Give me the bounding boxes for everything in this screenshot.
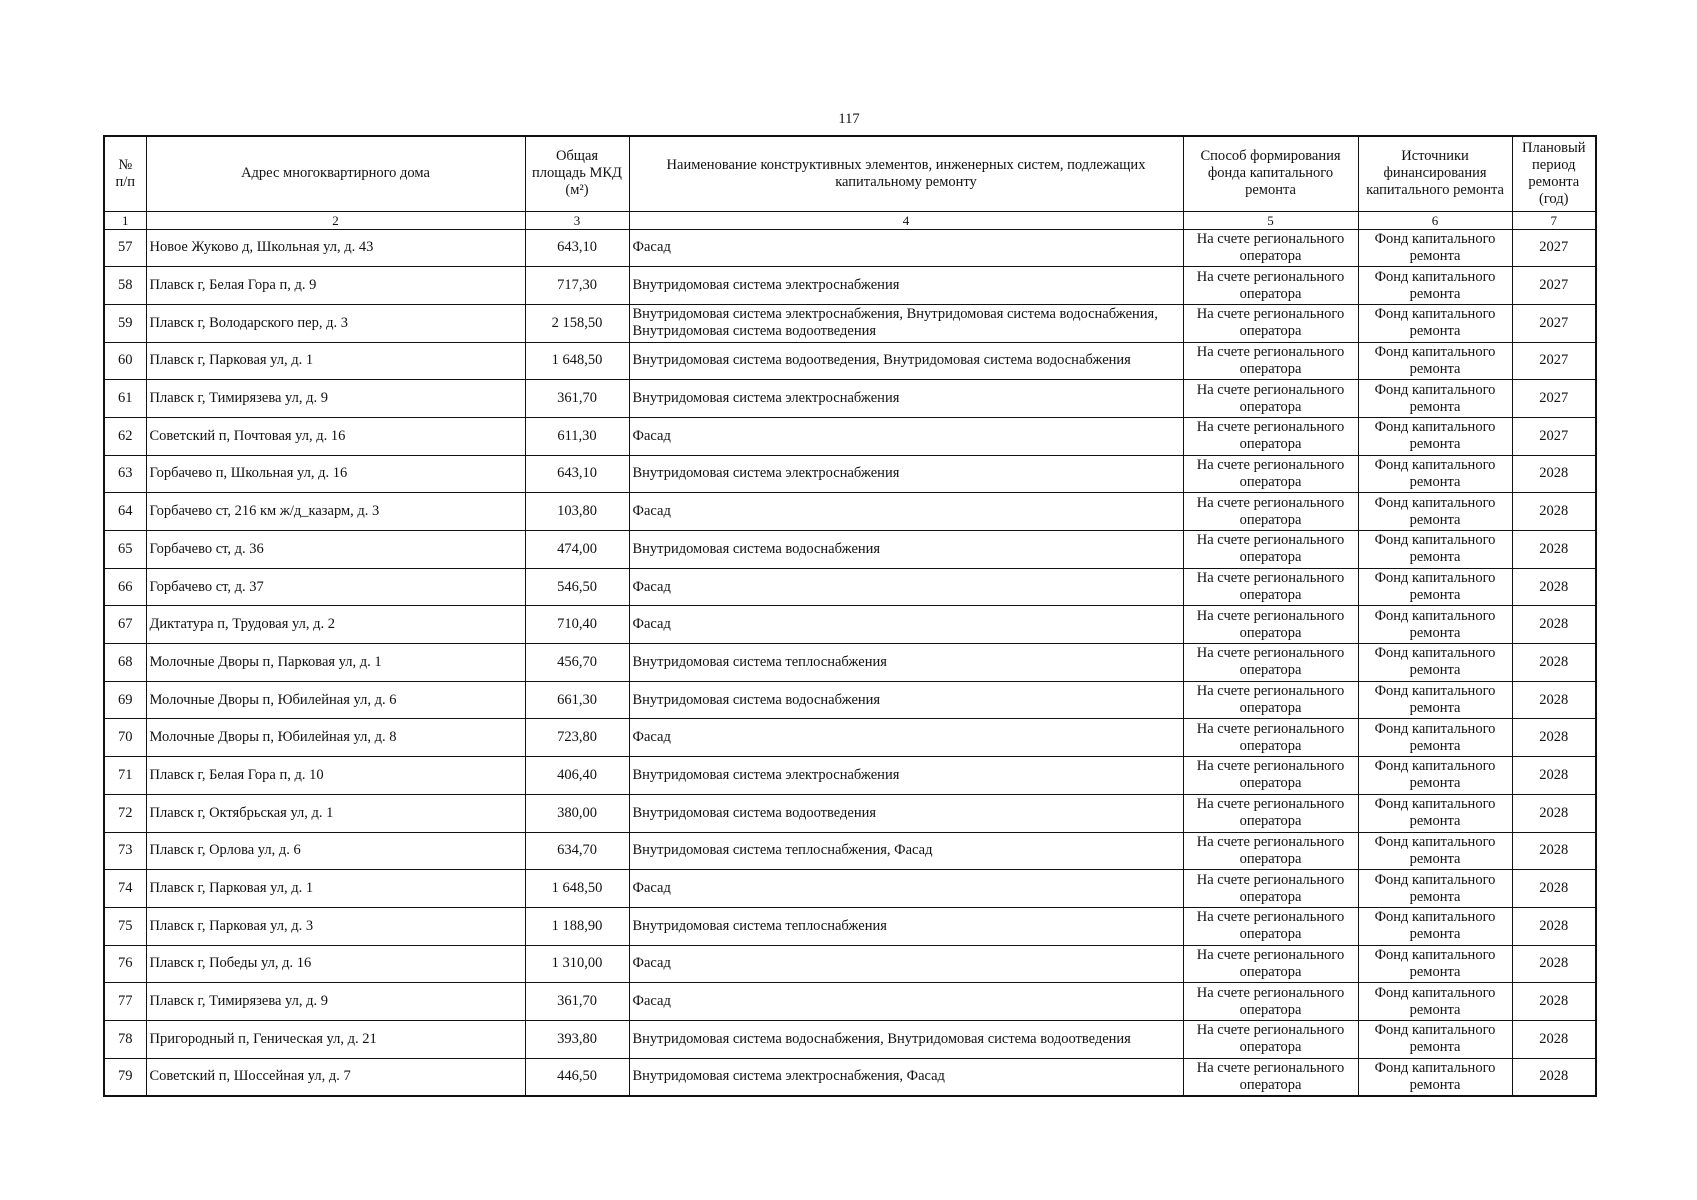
cell-address: Советский п, Шоссейная ул, д. 7 — [146, 1058, 525, 1096]
cell-area: 723,80 — [525, 719, 629, 757]
header-address — [146, 136, 525, 211]
cell-elements: Внутридомовая система электроснабжения — [629, 455, 1183, 493]
cell-planned-year: 2027 — [1512, 417, 1596, 455]
header-line: Способ формирования — [1200, 148, 1341, 165]
cell-elements: Внутридомовая система водоснабжения — [629, 681, 1183, 719]
header-line: финансирования — [1383, 165, 1487, 182]
cell-no: 72 — [104, 794, 146, 832]
cell-elements: Внутридомовая система электроснабжения, Фасад — [629, 1058, 1183, 1096]
cell-planned-year: 2028 — [1512, 983, 1596, 1021]
column-number: 5 — [1183, 211, 1358, 229]
table-row — [104, 267, 1596, 305]
header-no — [104, 136, 146, 211]
column-number-row — [104, 211, 1596, 229]
cell-fund-formation: На счете регионального оператора — [1183, 267, 1358, 305]
table-row — [104, 983, 1596, 1021]
cell-address: Горбачево ст, 216 км ж/д_казарм, д. 3 — [146, 493, 525, 531]
cell-no: 69 — [104, 681, 146, 719]
cell-funding-source: Фонд капитального ремонта — [1358, 1058, 1512, 1096]
cell-funding-source: Фонд капитального ремонта — [1358, 342, 1512, 380]
cell-elements: Фасад — [629, 229, 1183, 267]
cell-planned-year: 2028 — [1512, 757, 1596, 795]
cell-planned-year: 2027 — [1512, 267, 1596, 305]
cell-planned-year: 2028 — [1512, 945, 1596, 983]
cell-planned-year: 2028 — [1512, 455, 1596, 493]
cell-fund-formation: На счете регионального оператора — [1183, 568, 1358, 606]
cell-no: 76 — [104, 945, 146, 983]
table-row — [104, 229, 1596, 267]
cell-elements: Внутридомовая система водоснабжения, Внутридомовая система водоотведения — [629, 1020, 1183, 1058]
cell-area: 546,50 — [525, 568, 629, 606]
header-line: № — [118, 156, 133, 173]
cell-fund-formation: На счете регионального оператора — [1183, 719, 1358, 757]
table-row — [104, 1020, 1596, 1058]
capital-repair-table — [103, 135, 1597, 1097]
header-line: Источники — [1401, 148, 1469, 165]
cell-no: 70 — [104, 719, 146, 757]
cell-address: Диктатура п, Трудовая ул, д. 2 — [146, 606, 525, 644]
table-body — [104, 229, 1596, 1096]
cell-planned-year: 2027 — [1512, 229, 1596, 267]
cell-area: 361,70 — [525, 380, 629, 418]
header-line: (м²) — [565, 182, 589, 199]
cell-no: 65 — [104, 531, 146, 569]
table-row — [104, 380, 1596, 418]
cell-funding-source: Фонд капитального ремонта — [1358, 531, 1512, 569]
cell-area: 1 188,90 — [525, 907, 629, 945]
cell-no: 74 — [104, 870, 146, 908]
table-row — [104, 794, 1596, 832]
table-row — [104, 719, 1596, 757]
cell-area: 1 648,50 — [525, 870, 629, 908]
header-line: Наименование конструктивных элементов, инженерных систем, подлежащих — [666, 156, 1146, 173]
table-row — [104, 606, 1596, 644]
cell-area: 661,30 — [525, 681, 629, 719]
cell-no: 71 — [104, 757, 146, 795]
column-number: 3 — [525, 211, 629, 229]
cell-planned-year: 2028 — [1512, 719, 1596, 757]
cell-planned-year: 2028 — [1512, 832, 1596, 870]
cell-funding-source: Фонд капитального ремонта — [1358, 945, 1512, 983]
cell-area: 611,30 — [525, 417, 629, 455]
cell-area: 634,70 — [525, 832, 629, 870]
cell-area: 406,40 — [525, 757, 629, 795]
cell-no: 58 — [104, 267, 146, 305]
cell-planned-year: 2028 — [1512, 568, 1596, 606]
cell-area: 643,10 — [525, 229, 629, 267]
header-line: фонда капитального — [1207, 165, 1334, 182]
cell-fund-formation: На счете регионального оператора — [1183, 794, 1358, 832]
cell-address: Плавск г, Парковая ул, д. 1 — [146, 342, 525, 380]
header-line: Общая — [555, 148, 599, 165]
table-row — [104, 870, 1596, 908]
cell-address: Горбачево п, Школьная ул, д. 16 — [146, 455, 525, 493]
cell-funding-source: Фонд капитального ремонта — [1358, 568, 1512, 606]
cell-fund-formation: На счете регионального оператора — [1183, 493, 1358, 531]
cell-planned-year: 2028 — [1512, 1020, 1596, 1058]
cell-elements: Фасад — [629, 606, 1183, 644]
cell-area: 380,00 — [525, 794, 629, 832]
cell-no: 61 — [104, 380, 146, 418]
cell-fund-formation: На счете регионального оператора — [1183, 606, 1358, 644]
column-number: 7 — [1512, 211, 1596, 229]
cell-planned-year: 2027 — [1512, 304, 1596, 342]
cell-area: 456,70 — [525, 644, 629, 682]
cell-planned-year: 2028 — [1512, 1058, 1596, 1096]
header-line: п/п — [115, 173, 136, 190]
cell-fund-formation: На счете регионального оператора — [1183, 455, 1358, 493]
header-line: ремонта — [1245, 182, 1296, 199]
cell-address: Горбачево ст, д. 36 — [146, 531, 525, 569]
header-line: ремонта — [1528, 173, 1580, 190]
cell-fund-formation: На счете регионального оператора — [1183, 757, 1358, 795]
cell-funding-source: Фонд капитального ремонта — [1358, 907, 1512, 945]
page-number: 117 — [838, 111, 860, 127]
cell-funding-source: Фонд капитального ремонта — [1358, 267, 1512, 305]
cell-area: 446,50 — [525, 1058, 629, 1096]
cell-fund-formation: На счете регионального оператора — [1183, 342, 1358, 380]
cell-address: Молочные Дворы п, Парковая ул, д. 1 — [146, 644, 525, 682]
cell-elements: Внутридомовая система водоотведения, Внутридомовая система водоснабжения — [629, 342, 1183, 380]
cell-address: Плавск г, Октябрьская ул, д. 1 — [146, 794, 525, 832]
cell-address: Плавск г, Парковая ул, д. 1 — [146, 870, 525, 908]
header-line: (год) — [1539, 190, 1569, 207]
header-line: период — [1532, 156, 1576, 173]
cell-funding-source: Фонд капитального ремонта — [1358, 304, 1512, 342]
header-line: Плановый — [1521, 139, 1586, 156]
cell-planned-year: 2028 — [1512, 870, 1596, 908]
cell-no: 63 — [104, 455, 146, 493]
cell-address: Плавск г, Белая Гора п, д. 10 — [146, 757, 525, 795]
cell-no: 67 — [104, 606, 146, 644]
table-row — [104, 757, 1596, 795]
cell-planned-year: 2027 — [1512, 342, 1596, 380]
table-header — [104, 136, 1596, 229]
cell-area: 1 648,50 — [525, 342, 629, 380]
table-row — [104, 531, 1596, 569]
table-row — [104, 455, 1596, 493]
cell-no: 79 — [104, 1058, 146, 1096]
cell-funding-source: Фонд капитального ремонта — [1358, 1020, 1512, 1058]
cell-no: 78 — [104, 1020, 146, 1058]
table-row — [104, 568, 1596, 606]
cell-fund-formation: На счете регионального оператора — [1183, 531, 1358, 569]
header-row — [104, 136, 1596, 211]
cell-elements: Внутридомовая система электроснабжения — [629, 380, 1183, 418]
header-elements — [629, 136, 1183, 211]
cell-no: 68 — [104, 644, 146, 682]
table-row — [104, 681, 1596, 719]
cell-address: Новое Жуково д, Школьная ул, д. 43 — [146, 229, 525, 267]
cell-area: 710,40 — [525, 606, 629, 644]
cell-area: 717,30 — [525, 267, 629, 305]
cell-elements: Внутридомовая система электроснабжения, Внутридомовая система водоснабжения, Внутридомовая система водоотведения — [629, 304, 1183, 342]
cell-fund-formation: На счете регионального оператора — [1183, 1020, 1358, 1058]
cell-funding-source: Фонд капитального ремонта — [1358, 493, 1512, 531]
cell-funding-source: Фонд капитального ремонта — [1358, 380, 1512, 418]
cell-address: Плавск г, Тимирязева ул, д. 9 — [146, 983, 525, 1021]
cell-no: 77 — [104, 983, 146, 1021]
cell-no: 59 — [104, 304, 146, 342]
cell-address: Плавск г, Белая Гора п, д. 9 — [146, 267, 525, 305]
cell-elements: Внутридомовая система водоснабжения — [629, 531, 1183, 569]
header-fund-formation — [1183, 136, 1358, 211]
cell-no: 66 — [104, 568, 146, 606]
cell-fund-formation: На счете регионального оператора — [1183, 644, 1358, 682]
cell-no: 60 — [104, 342, 146, 380]
table-row — [104, 493, 1596, 531]
cell-address: Молочные Дворы п, Юбилейная ул, д. 6 — [146, 681, 525, 719]
cell-elements: Внутридомовая система теплоснабжения — [629, 907, 1183, 945]
cell-fund-formation: На счете регионального оператора — [1183, 304, 1358, 342]
column-number: 6 — [1358, 211, 1512, 229]
header-line: капитального ремонта — [1366, 182, 1504, 199]
cell-area: 474,00 — [525, 531, 629, 569]
cell-elements: Внутридомовая система теплоснабжения — [629, 644, 1183, 682]
cell-no: 75 — [104, 907, 146, 945]
table-row — [104, 832, 1596, 870]
cell-funding-source: Фонд капитального ремонта — [1358, 794, 1512, 832]
cell-funding-source: Фонд капитального ремонта — [1358, 229, 1512, 267]
cell-address: Плавск г, Тимирязева ул, д. 9 — [146, 380, 525, 418]
table-row — [104, 417, 1596, 455]
cell-fund-formation: На счете регионального оператора — [1183, 229, 1358, 267]
cell-elements: Фасад — [629, 417, 1183, 455]
cell-funding-source: Фонд капитального ремонта — [1358, 983, 1512, 1021]
cell-fund-formation: На счете регионального оператора — [1183, 983, 1358, 1021]
cell-elements: Фасад — [629, 945, 1183, 983]
cell-planned-year: 2027 — [1512, 380, 1596, 418]
cell-fund-formation: На счете регионального оператора — [1183, 380, 1358, 418]
cell-funding-source: Фонд капитального ремонта — [1358, 832, 1512, 870]
cell-no: 73 — [104, 832, 146, 870]
cell-funding-source: Фонд капитального ремонта — [1358, 681, 1512, 719]
cell-fund-formation: На счете регионального оператора — [1183, 907, 1358, 945]
table-row — [104, 342, 1596, 380]
cell-funding-source: Фонд капитального ремонта — [1358, 719, 1512, 757]
cell-fund-formation: На счете регионального оператора — [1183, 832, 1358, 870]
cell-fund-formation: На счете регионального оператора — [1183, 870, 1358, 908]
cell-area: 393,80 — [525, 1020, 629, 1058]
cell-planned-year: 2028 — [1512, 644, 1596, 682]
cell-elements: Фасад — [629, 493, 1183, 531]
cell-elements: Внутридомовая система водоотведения — [629, 794, 1183, 832]
cell-area: 361,70 — [525, 983, 629, 1021]
cell-area: 2 158,50 — [525, 304, 629, 342]
cell-funding-source: Фонд капитального ремонта — [1358, 870, 1512, 908]
cell-elements: Внутридомовая система электроснабжения — [629, 267, 1183, 305]
cell-area: 1 310,00 — [525, 945, 629, 983]
cell-funding-source: Фонд капитального ремонта — [1358, 606, 1512, 644]
cell-no: 64 — [104, 493, 146, 531]
cell-address: Плавск г, Орлова ул, д. 6 — [146, 832, 525, 870]
cell-address: Плавск г, Парковая ул, д. 3 — [146, 907, 525, 945]
cell-elements: Фасад — [629, 719, 1183, 757]
column-number: 1 — [104, 211, 146, 229]
column-number: 2 — [146, 211, 525, 229]
header-funding-source — [1358, 136, 1512, 211]
cell-elements: Фасад — [629, 983, 1183, 1021]
cell-funding-source: Фонд капитального ремонта — [1358, 644, 1512, 682]
table-row — [104, 644, 1596, 682]
cell-address: Советский п, Почтовая ул, д. 16 — [146, 417, 525, 455]
cell-fund-formation: На счете регионального оператора — [1183, 417, 1358, 455]
cell-planned-year: 2028 — [1512, 531, 1596, 569]
cell-no: 62 — [104, 417, 146, 455]
cell-planned-year: 2028 — [1512, 794, 1596, 832]
cell-elements: Фасад — [629, 568, 1183, 606]
table-row — [104, 1058, 1596, 1096]
cell-planned-year: 2028 — [1512, 907, 1596, 945]
header-planned-year — [1512, 136, 1596, 211]
cell-fund-formation: На счете регионального оператора — [1183, 1058, 1358, 1096]
cell-elements: Фасад — [629, 870, 1183, 908]
cell-elements: Внутридомовая система теплоснабжения, Фасад — [629, 832, 1183, 870]
cell-planned-year: 2028 — [1512, 606, 1596, 644]
cell-funding-source: Фонд капитального ремонта — [1358, 757, 1512, 795]
cell-elements: Внутридомовая система электроснабжения — [629, 757, 1183, 795]
cell-address: Молочные Дворы п, Юбилейная ул, д. 8 — [146, 719, 525, 757]
table-row — [104, 907, 1596, 945]
header-line: Адрес многоквартирного дома — [241, 165, 430, 182]
cell-fund-formation: На счете регионального оператора — [1183, 681, 1358, 719]
cell-planned-year: 2028 — [1512, 681, 1596, 719]
cell-address: Плавск г, Володарского пер, д. 3 — [146, 304, 525, 342]
cell-area: 103,80 — [525, 493, 629, 531]
header-area — [525, 136, 629, 211]
cell-funding-source: Фонд капитального ремонта — [1358, 455, 1512, 493]
cell-planned-year: 2028 — [1512, 493, 1596, 531]
cell-address: Пригородный п, Геническая ул, д. 21 — [146, 1020, 525, 1058]
cell-no: 57 — [104, 229, 146, 267]
cell-area: 643,10 — [525, 455, 629, 493]
cell-fund-formation: На счете регионального оператора — [1183, 945, 1358, 983]
table-row — [104, 304, 1596, 342]
table-row — [104, 945, 1596, 983]
cell-address: Плавск г, Победы ул, д. 16 — [146, 945, 525, 983]
cell-funding-source: Фонд капитального ремонта — [1358, 417, 1512, 455]
column-number: 4 — [629, 211, 1183, 229]
cell-address: Горбачево ст, д. 37 — [146, 568, 525, 606]
header-line: капитальному ремонту — [835, 173, 977, 190]
header-line: площадь МКД — [532, 165, 622, 182]
